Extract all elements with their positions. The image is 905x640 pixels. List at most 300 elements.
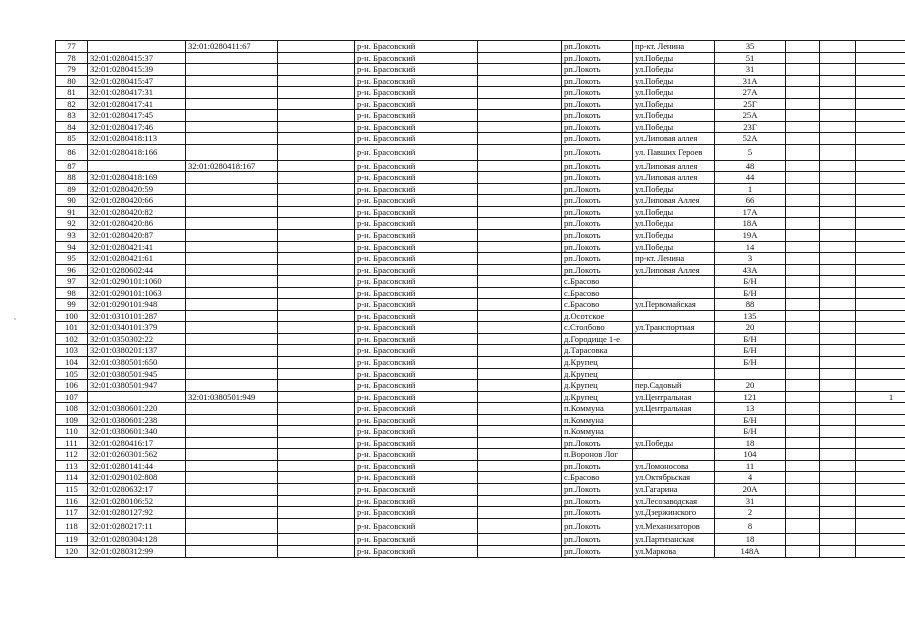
house-number-cell: Б/Н bbox=[715, 276, 786, 288]
cadastral-number-cell: 32:01:0380201:137 bbox=[88, 345, 186, 357]
empty-cell bbox=[786, 391, 820, 403]
empty-cell bbox=[278, 507, 355, 519]
cadastral-number-cell: 32:01:0280415:47 bbox=[88, 75, 186, 87]
table-row bbox=[56, 276, 905, 288]
empty-cell bbox=[278, 218, 355, 230]
empty-cell bbox=[820, 368, 856, 380]
empty-cell bbox=[786, 230, 820, 242]
row-number-cell: 87 bbox=[56, 160, 88, 172]
empty-cell bbox=[478, 391, 562, 403]
empty-cell bbox=[786, 98, 820, 110]
empty-cell bbox=[478, 98, 562, 110]
cadastral-number-cell bbox=[88, 41, 186, 53]
empty-cell bbox=[786, 110, 820, 122]
empty-cell bbox=[786, 64, 820, 76]
empty-cell bbox=[278, 241, 355, 253]
empty-cell bbox=[478, 472, 562, 484]
house-number-cell: 51 bbox=[715, 52, 786, 64]
empty-cell bbox=[786, 460, 820, 472]
cadastral-number-alt-cell bbox=[186, 206, 278, 218]
cadastral-number-alt-cell bbox=[186, 495, 278, 507]
cadastral-number-cell: 32:01:0280420:66 bbox=[88, 195, 186, 207]
district-cell: р-н. Брасовский bbox=[355, 426, 478, 438]
street-cell: ул.Дзержинского bbox=[633, 507, 715, 519]
empty-cell bbox=[786, 133, 820, 145]
mark-cell bbox=[856, 534, 905, 546]
empty-cell bbox=[478, 52, 562, 64]
cadastral-number-cell: 32:01:0380501:650 bbox=[88, 357, 186, 369]
cadastral-number-cell: 32:01:0280416:17 bbox=[88, 437, 186, 449]
row-number-cell: 112 bbox=[56, 449, 88, 461]
settlement-cell: п.Воронов Лог bbox=[562, 449, 633, 461]
street-cell bbox=[633, 276, 715, 288]
settlement-cell: рп.Локоть bbox=[562, 218, 633, 230]
empty-cell bbox=[786, 333, 820, 345]
street-cell: ул.Победы bbox=[633, 110, 715, 122]
street-cell: ул.Победы bbox=[633, 121, 715, 133]
empty-cell bbox=[786, 507, 820, 519]
street-cell: ул.Липовая аллея bbox=[633, 133, 715, 145]
table-row bbox=[56, 87, 905, 99]
street-cell: ул.Победы bbox=[633, 183, 715, 195]
district-cell: р-н. Брасовский bbox=[355, 52, 478, 64]
row-number-cell: 81 bbox=[56, 87, 88, 99]
empty-cell bbox=[820, 52, 856, 64]
cadastral-number-alt-cell bbox=[186, 144, 278, 160]
table-row bbox=[56, 357, 905, 369]
cadastral-number-cell: 32:01:0280421:61 bbox=[88, 253, 186, 265]
empty-cell bbox=[278, 495, 355, 507]
empty-cell bbox=[820, 380, 856, 392]
cadastral-number-cell: 32:01:0280632:17 bbox=[88, 484, 186, 496]
row-number-cell: 100 bbox=[56, 310, 88, 322]
empty-cell bbox=[278, 403, 355, 415]
empty-cell bbox=[478, 310, 562, 322]
mark-cell bbox=[856, 206, 905, 218]
empty-cell bbox=[820, 426, 856, 438]
empty-cell bbox=[820, 449, 856, 461]
house-number-cell: 35 bbox=[715, 41, 786, 53]
table-row bbox=[56, 437, 905, 449]
empty-cell bbox=[478, 534, 562, 546]
street-cell: ул.Транспортная bbox=[633, 322, 715, 334]
house-number-cell: 23Г bbox=[715, 121, 786, 133]
table-row bbox=[56, 230, 905, 242]
mark-cell bbox=[856, 87, 905, 99]
cadastral-number-cell: 32:01:0280417:46 bbox=[88, 121, 186, 133]
district-cell: р-н. Брасовский bbox=[355, 449, 478, 461]
mark-cell bbox=[856, 333, 905, 345]
street-cell: ул.Маркова bbox=[633, 546, 715, 558]
empty-cell bbox=[478, 64, 562, 76]
empty-cell bbox=[820, 310, 856, 322]
cadastral-number-alt-cell bbox=[186, 75, 278, 87]
settlement-cell: рп.Локоть bbox=[562, 133, 633, 145]
empty-cell bbox=[478, 518, 562, 534]
row-number-cell: 92 bbox=[56, 218, 88, 230]
empty-cell bbox=[786, 518, 820, 534]
street-cell bbox=[633, 426, 715, 438]
mark-cell bbox=[856, 98, 905, 110]
empty-cell bbox=[278, 230, 355, 242]
settlement-cell: рп.Локоть bbox=[562, 241, 633, 253]
table-row bbox=[56, 322, 905, 334]
house-number-cell: 11 bbox=[715, 460, 786, 472]
mark-cell bbox=[856, 110, 905, 122]
property-register-table bbox=[55, 40, 905, 558]
empty-cell bbox=[278, 391, 355, 403]
table-row bbox=[56, 403, 905, 415]
cadastral-number-cell: 32:01:0280106:52 bbox=[88, 495, 186, 507]
empty-cell bbox=[478, 253, 562, 265]
empty-cell bbox=[786, 449, 820, 461]
mark-cell bbox=[856, 472, 905, 484]
cadastral-number-cell: 32:01:0340101:379 bbox=[88, 322, 186, 334]
empty-cell bbox=[820, 64, 856, 76]
empty-cell bbox=[786, 144, 820, 160]
empty-cell bbox=[278, 322, 355, 334]
empty-cell bbox=[820, 460, 856, 472]
row-number-cell: 86 bbox=[56, 144, 88, 160]
cadastral-number-cell bbox=[88, 160, 186, 172]
row-number-cell: 95 bbox=[56, 253, 88, 265]
empty-cell bbox=[786, 546, 820, 558]
house-number-cell: Б/Н bbox=[715, 345, 786, 357]
table-row bbox=[56, 172, 905, 184]
row-number-cell: 98 bbox=[56, 287, 88, 299]
empty-cell bbox=[478, 333, 562, 345]
table-row bbox=[56, 195, 905, 207]
empty-cell bbox=[278, 172, 355, 184]
empty-cell bbox=[786, 534, 820, 546]
empty-cell bbox=[478, 230, 562, 242]
empty-cell bbox=[786, 403, 820, 415]
empty-cell bbox=[786, 183, 820, 195]
empty-cell bbox=[278, 41, 355, 53]
mark-cell bbox=[856, 437, 905, 449]
empty-cell bbox=[278, 144, 355, 160]
cadastral-number-alt-cell bbox=[186, 98, 278, 110]
table-row bbox=[56, 41, 905, 53]
cadastral-number-cell: 32:01:0280421:41 bbox=[88, 241, 186, 253]
district-cell: р-н. Брасовский bbox=[355, 172, 478, 184]
cadastral-number-alt-cell bbox=[186, 345, 278, 357]
empty-cell bbox=[478, 172, 562, 184]
mark-cell bbox=[856, 144, 905, 160]
street-cell: ул.Октябрьская bbox=[633, 472, 715, 484]
empty-cell bbox=[820, 414, 856, 426]
settlement-cell: рп.Локоть bbox=[562, 206, 633, 218]
cadastral-number-alt-cell bbox=[186, 230, 278, 242]
house-number-cell: 27А bbox=[715, 87, 786, 99]
table-row bbox=[56, 64, 905, 76]
cadastral-number-cell: 32:01:0280217:11 bbox=[88, 518, 186, 534]
row-number-cell: 101 bbox=[56, 322, 88, 334]
empty-cell bbox=[278, 160, 355, 172]
empty-cell bbox=[278, 380, 355, 392]
empty-cell bbox=[278, 195, 355, 207]
empty-cell bbox=[820, 437, 856, 449]
settlement-cell: с.Столбово bbox=[562, 322, 633, 334]
empty-cell bbox=[478, 195, 562, 207]
settlement-cell: рп.Локоть bbox=[562, 41, 633, 53]
empty-cell bbox=[786, 426, 820, 438]
settlement-cell: п.Коммуна bbox=[562, 426, 633, 438]
table-row bbox=[56, 345, 905, 357]
cadastral-number-cell: 32:01:0280420:82 bbox=[88, 206, 186, 218]
house-number-cell: 135 bbox=[715, 310, 786, 322]
cadastral-number-cell: 32:01:0280417:45 bbox=[88, 110, 186, 122]
district-cell: р-н. Брасовский bbox=[355, 484, 478, 496]
row-number-cell: 108 bbox=[56, 403, 88, 415]
empty-cell bbox=[478, 87, 562, 99]
table-row bbox=[56, 133, 905, 145]
street-cell: ул. Павших Героев bbox=[633, 144, 715, 160]
mark-cell bbox=[856, 41, 905, 53]
mark-cell bbox=[856, 380, 905, 392]
cadastral-number-cell: 32:01:0380501:947 bbox=[88, 380, 186, 392]
row-number-cell: 105 bbox=[56, 368, 88, 380]
district-cell: р-н. Брасовский bbox=[355, 98, 478, 110]
district-cell: р-н. Брасовский bbox=[355, 333, 478, 345]
district-cell: р-н. Брасовский bbox=[355, 41, 478, 53]
row-number-cell: 117 bbox=[56, 507, 88, 519]
settlement-cell: рп.Локоть bbox=[562, 144, 633, 160]
cadastral-number-alt-cell bbox=[186, 534, 278, 546]
empty-cell bbox=[820, 299, 856, 311]
mark-cell bbox=[856, 133, 905, 145]
empty-cell bbox=[478, 287, 562, 299]
settlement-cell: рп.Локоть bbox=[562, 534, 633, 546]
cadastral-number-alt-cell bbox=[186, 414, 278, 426]
cadastral-number-alt-cell bbox=[186, 507, 278, 519]
table-row bbox=[56, 484, 905, 496]
settlement-cell: рп.Локоть bbox=[562, 87, 633, 99]
cadastral-number-alt-cell bbox=[186, 322, 278, 334]
table-row bbox=[56, 310, 905, 322]
settlement-cell: рп.Локоть bbox=[562, 172, 633, 184]
empty-cell bbox=[478, 495, 562, 507]
empty-cell bbox=[786, 41, 820, 53]
district-cell: р-н. Брасовский bbox=[355, 195, 478, 207]
street-cell bbox=[633, 368, 715, 380]
district-cell: р-н. Брасовский bbox=[355, 380, 478, 392]
district-cell: р-н. Брасовский bbox=[355, 403, 478, 415]
mark-cell bbox=[856, 403, 905, 415]
district-cell: р-н. Брасовский bbox=[355, 253, 478, 265]
mark-cell bbox=[856, 426, 905, 438]
cadastral-number-alt-cell bbox=[186, 287, 278, 299]
house-number-cell: 13 bbox=[715, 403, 786, 415]
empty-cell bbox=[820, 87, 856, 99]
empty-cell bbox=[278, 299, 355, 311]
empty-cell bbox=[786, 264, 820, 276]
empty-cell bbox=[786, 241, 820, 253]
street-cell bbox=[633, 449, 715, 461]
house-number-cell: 25А bbox=[715, 110, 786, 122]
house-number-cell: 18 bbox=[715, 534, 786, 546]
house-number-cell: Б/Н bbox=[715, 357, 786, 369]
row-number-cell: 88 bbox=[56, 172, 88, 184]
empty-cell bbox=[278, 534, 355, 546]
cadastral-number-cell: 32:01:0380601:238 bbox=[88, 414, 186, 426]
settlement-cell: п.Коммуна bbox=[562, 414, 633, 426]
empty-cell bbox=[820, 195, 856, 207]
settlement-cell: с.Брасово bbox=[562, 287, 633, 299]
table-row bbox=[56, 534, 905, 546]
street-cell: ул.Механизаторов bbox=[633, 518, 715, 534]
empty-cell bbox=[478, 507, 562, 519]
house-number-cell: 5 bbox=[715, 144, 786, 160]
house-number-cell: 20 bbox=[715, 380, 786, 392]
house-number-cell: 20А bbox=[715, 484, 786, 496]
empty-cell bbox=[478, 437, 562, 449]
empty-cell bbox=[478, 206, 562, 218]
street-cell: ул.Победы bbox=[633, 98, 715, 110]
settlement-cell: д.Осотское bbox=[562, 310, 633, 322]
empty-cell bbox=[478, 357, 562, 369]
street-cell: ул.Липовая Аллея bbox=[633, 264, 715, 276]
house-number-cell: 88 bbox=[715, 299, 786, 311]
house-number-cell: 19А bbox=[715, 230, 786, 242]
house-number-cell: 31 bbox=[715, 64, 786, 76]
empty-cell bbox=[820, 253, 856, 265]
empty-cell bbox=[278, 287, 355, 299]
cadastral-number-cell: 32:01:0290101:1060 bbox=[88, 276, 186, 288]
house-number-cell: 43А bbox=[715, 264, 786, 276]
cadastral-number-cell: 32:01:0280312:99 bbox=[88, 546, 186, 558]
empty-cell bbox=[820, 357, 856, 369]
empty-cell bbox=[478, 133, 562, 145]
empty-cell bbox=[786, 472, 820, 484]
settlement-cell: д.Тарасовка bbox=[562, 345, 633, 357]
row-number-cell: 119 bbox=[56, 534, 88, 546]
empty-cell bbox=[786, 345, 820, 357]
house-number-cell: 31 bbox=[715, 495, 786, 507]
cadastral-number-alt-cell bbox=[186, 110, 278, 122]
cadastral-number-cell: 32:01:0380601:340 bbox=[88, 426, 186, 438]
mark-cell bbox=[856, 449, 905, 461]
row-number-cell: 99 bbox=[56, 299, 88, 311]
settlement-cell: рп.Локоть bbox=[562, 495, 633, 507]
row-number-cell: 116 bbox=[56, 495, 88, 507]
row-number-cell: 77 bbox=[56, 41, 88, 53]
cadastral-number-cell: 32:01:0280418:166 bbox=[88, 144, 186, 160]
street-cell: пр-кт. Ленина bbox=[633, 253, 715, 265]
district-cell: р-н. Брасовский bbox=[355, 507, 478, 519]
district-cell: р-н. Брасовский bbox=[355, 518, 478, 534]
house-number-cell: 20 bbox=[715, 322, 786, 334]
binder-mark bbox=[14, 318, 16, 320]
table-row bbox=[56, 414, 905, 426]
row-number-cell: 102 bbox=[56, 333, 88, 345]
house-number-cell: 44 bbox=[715, 172, 786, 184]
row-number-cell: 109 bbox=[56, 414, 88, 426]
cadastral-number-alt-cell bbox=[186, 518, 278, 534]
empty-cell bbox=[478, 546, 562, 558]
street-cell: пр-кт. Ленина bbox=[633, 41, 715, 53]
table-row bbox=[56, 449, 905, 461]
district-cell: р-н. Брасовский bbox=[355, 230, 478, 242]
empty-cell bbox=[820, 121, 856, 133]
empty-cell bbox=[278, 87, 355, 99]
street-cell: ул.Липовая Аллея bbox=[633, 195, 715, 207]
empty-cell bbox=[820, 264, 856, 276]
empty-cell bbox=[820, 345, 856, 357]
row-number-cell: 113 bbox=[56, 460, 88, 472]
table-row bbox=[56, 507, 905, 519]
empty-cell bbox=[786, 414, 820, 426]
street-cell: ул.Победы bbox=[633, 230, 715, 242]
row-number-cell: 97 bbox=[56, 276, 88, 288]
empty-cell bbox=[278, 449, 355, 461]
row-number-cell: 91 bbox=[56, 206, 88, 218]
empty-cell bbox=[278, 472, 355, 484]
row-number-cell: 78 bbox=[56, 52, 88, 64]
cadastral-number-alt-cell bbox=[186, 276, 278, 288]
district-cell: р-н. Брасовский bbox=[355, 160, 478, 172]
house-number-cell: 14 bbox=[715, 241, 786, 253]
settlement-cell: д.Крупец bbox=[562, 391, 633, 403]
table-row bbox=[56, 218, 905, 230]
empty-cell bbox=[478, 449, 562, 461]
mark-cell bbox=[856, 460, 905, 472]
table-row bbox=[56, 472, 905, 484]
empty-cell bbox=[820, 172, 856, 184]
settlement-cell: рп.Локоть bbox=[562, 518, 633, 534]
house-number-cell: Б/Н bbox=[715, 426, 786, 438]
empty-cell bbox=[278, 484, 355, 496]
empty-cell bbox=[278, 546, 355, 558]
empty-cell bbox=[278, 437, 355, 449]
table-row bbox=[56, 264, 905, 276]
empty-cell bbox=[786, 437, 820, 449]
empty-cell bbox=[786, 484, 820, 496]
street-cell bbox=[633, 357, 715, 369]
empty-cell bbox=[820, 391, 856, 403]
mark-cell bbox=[856, 121, 905, 133]
street-cell bbox=[633, 414, 715, 426]
cadastral-number-alt-cell bbox=[186, 484, 278, 496]
empty-cell bbox=[278, 357, 355, 369]
empty-cell bbox=[820, 144, 856, 160]
cadastral-number-alt-cell bbox=[186, 437, 278, 449]
empty-cell bbox=[278, 518, 355, 534]
house-number-cell: Б/Н bbox=[715, 414, 786, 426]
empty-cell bbox=[278, 276, 355, 288]
row-number-cell: 115 bbox=[56, 484, 88, 496]
settlement-cell: рп.Локоть bbox=[562, 64, 633, 76]
empty-cell bbox=[278, 310, 355, 322]
table-row bbox=[56, 380, 905, 392]
cadastral-number-cell bbox=[88, 391, 186, 403]
empty-cell bbox=[820, 160, 856, 172]
table-row bbox=[56, 495, 905, 507]
empty-cell bbox=[820, 110, 856, 122]
cadastral-number-cell: 32:01:0280415:37 bbox=[88, 52, 186, 64]
empty-cell bbox=[820, 276, 856, 288]
empty-cell bbox=[786, 218, 820, 230]
district-cell: р-н. Брасовский bbox=[355, 368, 478, 380]
street-cell: ул.Победы bbox=[633, 75, 715, 87]
house-number-cell: 66 bbox=[715, 195, 786, 207]
empty-cell bbox=[278, 368, 355, 380]
street-cell: пер.Садовый bbox=[633, 380, 715, 392]
mark-cell bbox=[856, 507, 905, 519]
district-cell: р-н. Брасовский bbox=[355, 437, 478, 449]
empty-cell bbox=[786, 206, 820, 218]
row-number-cell: 110 bbox=[56, 426, 88, 438]
